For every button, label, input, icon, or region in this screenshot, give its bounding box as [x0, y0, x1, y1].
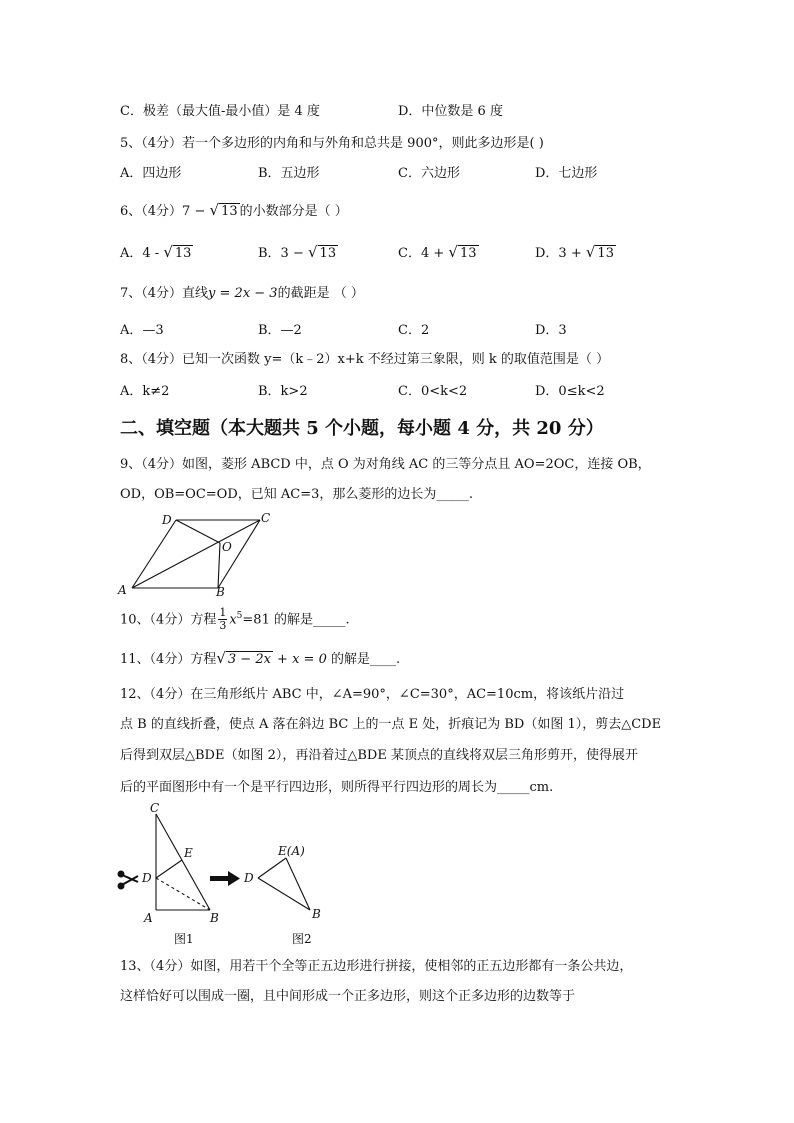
fig1-label-c: C [150, 801, 160, 815]
q13-line-2: 这样恰好可以围成一圈，且中间形成一个正多边形，则这个正多边形的边数等于 [120, 989, 576, 1004]
figure-1-triangle [156, 814, 210, 910]
q6-option-d-label: D．3 + [535, 246, 586, 261]
q6-option-c-radical: √ 13 [448, 243, 477, 261]
q10-exponent: 5 [236, 611, 243, 621]
q11-prefix: 11、（4分）方程 [120, 652, 217, 667]
q6-option-a [120, 242, 193, 264]
q6-option-c-label: C．4 + [398, 246, 449, 261]
q5-option-b: B．五边形 [258, 166, 320, 181]
fig1-label-b: B [210, 911, 219, 925]
q10-frac-num: 1 [219, 606, 227, 620]
q11-suffix: 的解是____. [326, 652, 401, 667]
segment-ob [218, 543, 220, 588]
segment-de [156, 860, 182, 878]
q6-option-a-radical: √ 13 [163, 243, 192, 261]
fig2-label-b: B [312, 907, 321, 921]
q6-option-b-label: B．3 − [258, 246, 308, 261]
q6-radicand: 13 [221, 204, 238, 219]
q5-option-c: C．六边形 [398, 166, 460, 181]
label-d: D [162, 513, 172, 527]
q8-option-b: B．k>2 [258, 384, 308, 399]
q6-suffix: 的小数部分是（ ） [239, 204, 348, 219]
q7-suffix: 的截距是 （ ） [277, 286, 364, 301]
q5-option-d: D．七边形 [535, 166, 598, 181]
q5-option-a: A．四边形 [120, 166, 182, 181]
q6-option-c-radicand: 13 [459, 246, 477, 261]
q6-option-b [258, 242, 338, 264]
fig2-caption: 图2 [292, 932, 312, 946]
q8-option-d: D．0≤k<2 [535, 384, 605, 399]
q6-option-c [398, 242, 479, 264]
q8-stem: 8、（4分）已知一次函数 y=（k﹣2）x+k 不经过第三象限，则 k 的取值范围是（ ） [120, 352, 610, 367]
q6-option-d [535, 242, 616, 264]
q6-prefix: 6、（4分）7 [120, 204, 191, 219]
q5-stem: 5、（4分）若一个多边形的内角和与外角和总共是 900°，则此多边形是( ) [120, 136, 544, 151]
q6-radical: √ 13 [209, 201, 238, 219]
q7-equation: y = 2x − 3 [208, 286, 278, 301]
fig1-label-a: A [144, 911, 153, 925]
q12-line-2: 点 B 的直线折叠，使点 A 落在斜边 BC 上的一点 E 处，折痕记为 BD（如图 1），剪去△CDE [120, 717, 662, 732]
fig2-label-d: D [244, 871, 254, 885]
q6-option-a-label: A．4 - [120, 246, 164, 261]
q8-option-a: A．k≠2 [120, 384, 170, 399]
q7-option-b: B．—2 [258, 323, 302, 338]
label-o: O [222, 540, 232, 554]
q6-option-d-radicand: 13 [597, 246, 614, 261]
q11-stem [120, 648, 400, 670]
scissors-icon [119, 872, 139, 889]
q12-line-3: 后得到双层△BDE（如图 2），再沿着过△BDE 某顶点的直线将双层三角形剪开，使得展开 [120, 748, 638, 763]
side-d-e [258, 858, 286, 878]
fig1-label-d: D [142, 871, 152, 885]
q7-option-d: D．3 [535, 323, 567, 338]
rhombus-figure [112, 508, 282, 598]
section-title: 二、填空题（本大题共 5 个小题，每小题 4 分，共 20 分） [120, 418, 604, 439]
q10-prefix: 10、（4分）方程 [120, 612, 217, 628]
q6-stem [120, 200, 348, 222]
q6-option-a-radicand: 13 [174, 246, 192, 261]
q6-option-b-radical: √ 13 [307, 243, 337, 261]
label-a: A [118, 583, 127, 597]
q11-equation-rest: + x = 0 [272, 652, 327, 667]
figure-2-triangle [258, 858, 310, 910]
q9-line-2: OD，OB=OC=OD，已知 AC=3，那么菱形的边长为_____. [120, 487, 474, 502]
q10-fraction [218, 607, 227, 632]
q10-stem [120, 606, 350, 632]
q13-line-1: 13、（4分）如图，用若干个全等正五边形进行拼接，使相邻的正五边形都有一条公共边， [120, 959, 633, 974]
edge-ad [132, 520, 176, 588]
q9-line-1: 9、（4分）如图，菱形 ABCD 中，点 O 为对角线 AC 的三等分点且 AO=2OC，连接 OB， [120, 457, 651, 472]
q10-frac-den: 3 [219, 619, 227, 633]
edge-cb [218, 520, 260, 588]
q7-option-a: A．—3 [120, 323, 164, 338]
q10-variable: x [229, 612, 237, 628]
fold-line-bd [156, 878, 210, 910]
q6-option-d-radical: √ 13 [585, 243, 614, 261]
fig1-caption: 图1 [174, 932, 194, 946]
label-c: C [261, 511, 271, 525]
q11-radicand: 3 − 2x [227, 652, 271, 667]
q12-line-1: 12、（4分）在三角形纸片 ABC 中，∠A=90°，∠C=30°，AC=10cm，将该纸片沿过 [120, 687, 625, 702]
q7-prefix: 7、（4分）直线 [120, 286, 209, 301]
q10-suffix: =81 的解是_____. [242, 612, 350, 628]
q11-radical: √ 3 − 2x [216, 649, 271, 667]
segment-od [176, 520, 220, 543]
fold-figure [112, 800, 332, 950]
label-b: B [216, 585, 225, 598]
q4-option-d: D．中位数是 6 度 [398, 104, 503, 119]
q7-option-c: C．2 [398, 323, 430, 338]
side-cb [156, 814, 210, 910]
q4-option-c: C．极差（最大值-最小值）是 4 度 [120, 104, 320, 119]
q6-operator: − [190, 204, 210, 219]
q6-option-b-radicand: 13 [319, 246, 337, 261]
fig1-label-e: E [184, 846, 193, 860]
q12-line-4: 后的平面图形中有一个是平行四边形，则所得平行四边形的周长为_____cm. [120, 780, 554, 795]
q8-option-c: C．0<k<2 [398, 384, 468, 399]
q7-stem [120, 284, 364, 304]
fig2-label-ea: E(A) [278, 844, 305, 858]
arrow-right-icon [210, 871, 240, 886]
